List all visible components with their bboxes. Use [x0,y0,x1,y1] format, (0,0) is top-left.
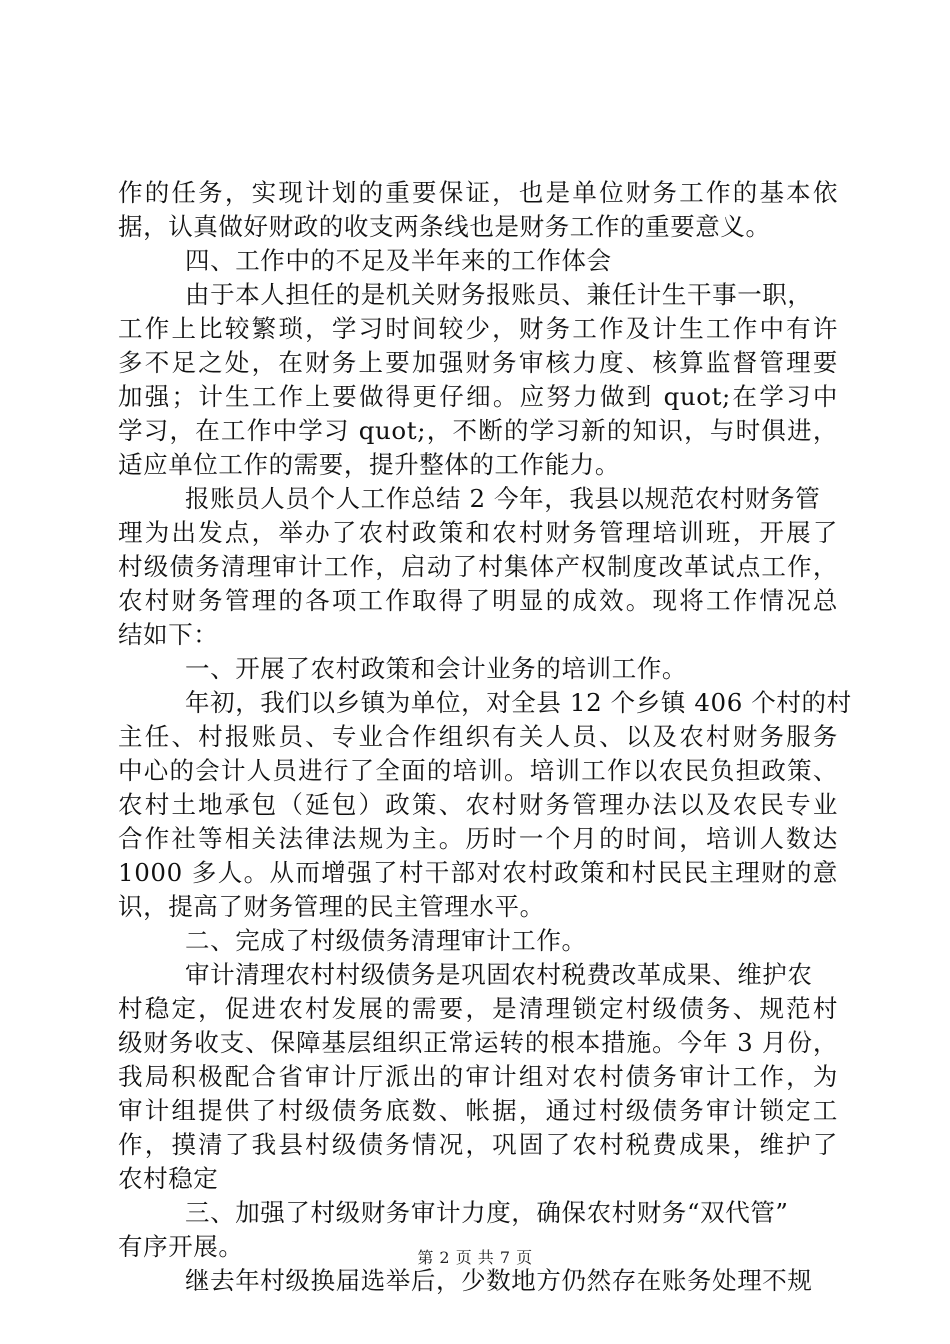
text-line: 农村财务管理的各项工作取得了明显的成效。现将工作情况总 [118,586,838,615]
text-line: 工作上比较繁琐，学习时间较少，财务工作及计生工作中有许 [118,314,838,343]
text-line: 我局积极配合省审计厅派出的审计组对农村债务审计工作，为 [118,1062,838,1091]
section-heading: 四、工作中的不足及半年来的工作体会 [185,246,612,275]
text-line: 审计清理农村村级债务是巩固农村税费改革成果、维护农 [185,960,813,989]
text-line: 适应单位工作的需要，提升整体的工作能力。 [118,450,620,479]
text-line: 合作社等相关法律法规为主。历时一个月的时间，培训人数达 [118,824,838,853]
text-line: 审计组提供了村级债务底数、帐据，通过村级债务审计锁定工 [118,1096,838,1125]
text-line: 村稳定，促进农村发展的需要，是清理锁定村级债务、规范村 [118,994,838,1023]
text-line: 农村土地承包（延包）政策、农村财务管理办法以及农民专业 [118,790,838,819]
page-number-footer: 第 2 页 共 7 页 [417,1248,533,1267]
text-line: 多不足之处，在财务上要加强财务审核力度、核算监督管理要 [118,348,838,377]
text-line: 结如下： [118,620,219,649]
text-line: 由于本人担任的是机关财务报账员、兼任计生干事一职， [185,280,813,309]
section-heading: 三、加强了村级财务审计力度，确保农村财务“双代管” [185,1198,789,1227]
text-line: 农村稳定 [118,1164,219,1193]
text-line: 作的任务，实现计划的重要保证，也是单位财务工作的基本依 [118,178,838,207]
document-body [118,176,852,1298]
text-line: 有序开展。 [118,1232,244,1261]
text-line: 学习，在工作中学习 quot;，不断的学习新的知识，与时俱进， [118,416,838,445]
text-line: 年初，我们以乡镇为单位，对全县 12 个乡镇 406 个村的村 [185,688,852,717]
text-line: 加强；计生工作上要做得更仔细。应努力做到 quot;在学习中 [118,382,838,411]
text-line: 主任、村报账员、专业合作组织有关人员、以及农村财务服务 [118,722,838,751]
text-line: 继去年村级换届选举后，少数地方仍然存在账务处理不规 [185,1266,813,1295]
text-line: 级财务收支、保障基层组织正常运转的根本措施。今年 3 月份， [118,1028,838,1057]
text-line: 识，提高了财务管理的民主管理水平。 [118,892,545,921]
text-line: 理为出发点，举办了农村政策和农村财务管理培训班，开展了 [118,518,838,547]
text-line: 作，摸清了我县村级债务情况，巩固了农村税费成果，维护了 [118,1130,838,1159]
section-heading: 二、完成了村级债务清理审计工作。 [185,926,587,955]
text-line: 中心的会计人员进行了全面的培训。培训工作以农民负担政策、 [118,756,838,785]
text-line: 1000 多人。从而增强了村干部对农村政策和村民民主理财的意 [118,858,838,887]
text-line: 村级债务清理审计工作，启动了村集体产权制度改革试点工作， [118,552,838,581]
text-line: 据，认真做好财政的收支两条线也是财务工作的重要意义。 [118,212,771,241]
section-heading: 一、开展了农村政策和会计业务的培训工作。 [185,654,687,683]
text-line: 报账员人员个人工作总结 2 今年，我县以规范农村财务管 [185,484,821,513]
